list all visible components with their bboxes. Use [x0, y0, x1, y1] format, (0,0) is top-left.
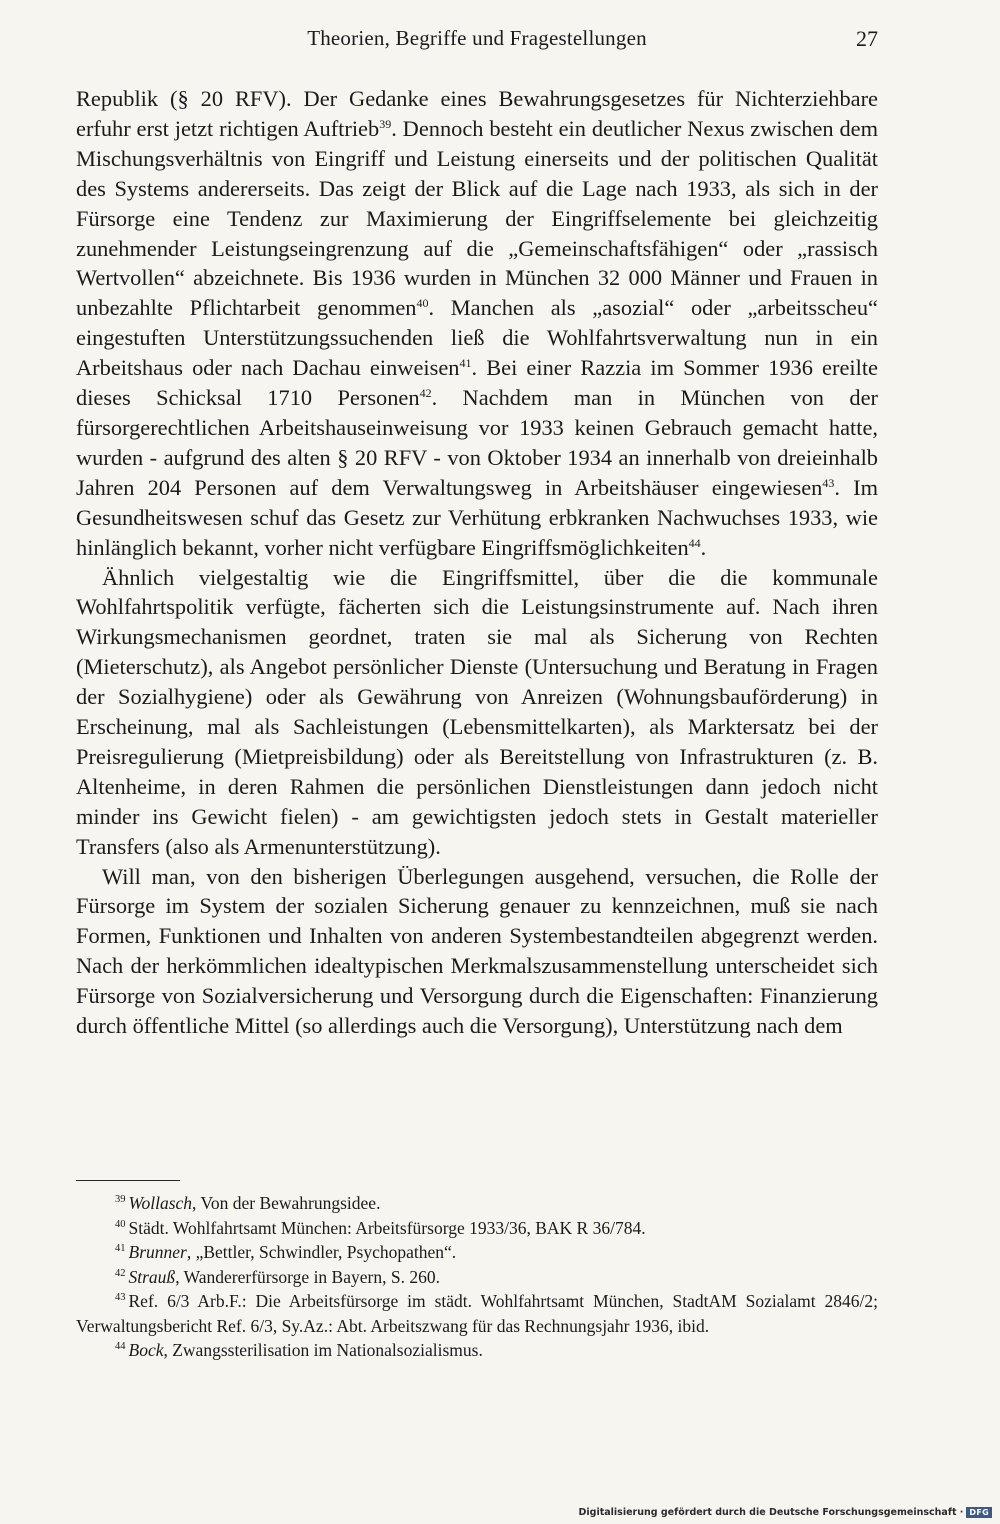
footnote-number: 39 — [115, 1194, 126, 1205]
text-run: Republik (§ 20 RFV). Der Gedanke eines Bewahrungsgesetzes für Nichterziehbare erfuhr erst jetzt richtigen Auftrieb — [76, 86, 878, 141]
footnote-40 — [76, 1216, 878, 1241]
footnote-number: 44 — [115, 1341, 126, 1352]
footnote-text: , Zwangssterilisation im Nationalsozialismus. — [163, 1340, 483, 1360]
footnote-text: , Wandererfürsorge in Bayern, S. 260. — [175, 1266, 440, 1287]
footnote-ref-39[interactable]: 39 — [379, 116, 392, 131]
dfg-logo: DFG — [966, 1507, 992, 1518]
footnote-number: 42 — [115, 1267, 126, 1279]
page-number: 27 — [856, 26, 878, 51]
footnote-author: Brunner — [128, 1242, 187, 1262]
footnote-author: Wollasch — [128, 1193, 193, 1213]
footnote-ref-42[interactable]: 42 — [419, 386, 432, 401]
text-run: . — [700, 534, 707, 560]
footnote-ref-41[interactable]: 41 — [459, 356, 472, 371]
footnote-divider — [76, 1180, 180, 1181]
text-run: . Dennoch besteht ein deutlicher Nexus zwischen dem Mischungsverhältnis von Eingriff und Leistung einerseits und der politischen Qualität des Systems andererseits. Das zeigt der Blick auf die Lage nach 1933, als sich in der Fürsorge eine Tendenz zur Maximierung der Eingriffselemente bei gleichzeitig zunehmender Leistungseingrenzung auf die „Gemeinschaftsfähigen“ oder „rassisch Wertvollen“ abzeichnete. Bis 1936 wurden in München 32 000 Männer und Frauen in unbezahlte Pflichtarbeit genommen — [76, 115, 878, 321]
text-run: . Bei einer Razzia im Sommer 1936 ereilte dieses Schicksal 1710 Personen — [76, 355, 878, 411]
footnotes — [76, 1191, 878, 1363]
digitization-credit — [579, 1507, 992, 1518]
footnote-42 — [76, 1265, 878, 1290]
credit-text: Digitalisierung gefördert durch die Deutsche Forschungsgemeinschaft · — [578, 1507, 964, 1518]
footnote-number: 43 — [115, 1292, 126, 1303]
footnote-number: 41 — [115, 1243, 126, 1254]
paragraph-2: Ähnlich vielgestaltig wie die Eingriffsmittel, über die die kommunale Wohlfahrtspolitik verfügte, fächerten sich die Leistungsinstrumente auf. Nach ihren Wirkungsmechanismen geordnet, traten sie mal als Sicherung von Rechten (Mieterschutz), als Angebot persönlicher Dienste (Untersuchung und Beratung in Fragen der Sozialhygiene) oder als Gewährung von Anreizen (Wohnungsbauförderung) in Erscheinung, mal als Sachleistungen (Lebensmittelkarten), als Marktersatz bei der Preisregulierung (Mietpreisbildung) oder als Bereitstellung von Infrastrukturen (z. B. Altenheime, in deren Rahmen die persönlichen Dienstleistungen dann jedoch nicht minder ins Gewicht fielen) - am gewichtigsten jedoch stets in Gestalt materieller Transfers (also als Armenunterstützung). — [76, 564, 878, 859]
footnote-author: Bock — [128, 1340, 164, 1360]
paragraph-3: Will man, von den bisherigen Überlegungen ausgehend, versuchen, die Rolle der Fürsorge im System der sozialen Sicherung genauer zu kennzeichnen, muß sie nach Formen, Funktionen und Inhalten von anderen Systembestandteilen abgegrenzt werden. Nach der herkömmlichen idealtypischen Merkmalszusammenstellung unterscheidet sich Fürsorge von Sozialversicherung und Versorgung durch die Eigenschaften: Finanzierung durch öffentliche Mittel (so allerdings auch die Versorgung), Unterstützung nach dem — [76, 863, 878, 1039]
footnote-43 — [76, 1289, 878, 1338]
footnote-author: Strauß — [128, 1266, 176, 1287]
footnote-ref-43[interactable]: 43 — [822, 475, 835, 490]
footnote-ref-40[interactable]: 40 — [416, 296, 429, 311]
paragraph-1 — [76, 84, 878, 563]
text-run: . Nachdem man in München von der fürsorgerechtlichen Arbeitshauseinweisung vor 1933 keinen Gebrauch gemacht hatte, wurden - aufgrund des alten § 20 RFV - von Oktober 1934 an innerhalb von dreieinhalb Jahren 204 Personen auf dem Verwaltungsweg in Arbeitshäuser eingewiesen — [76, 385, 878, 500]
footnote-41 — [76, 1240, 878, 1265]
footnote-text: Städt. Wohlfahrtsamt München: Arbeitsfürsorge 1933/36, BAK R 36/784. — [128, 1217, 646, 1238]
footnote-number: 40 — [115, 1218, 126, 1230]
running-title: Theorien, Begriffe und Fragestellungen — [307, 26, 647, 50]
footnote-text: , „Bettler, Schwindler, Psychopathen“. — [186, 1242, 457, 1262]
running-head — [76, 26, 878, 58]
body-text — [76, 84, 878, 1041]
footnote-ref-44[interactable]: 44 — [688, 535, 701, 550]
footnote-text: , Von der Bewahrungsidee. — [192, 1193, 381, 1213]
footnote-text: Ref. 6/3 Arb.F.: Die Arbeitsfürsorge im städt. Wohlfahrtsamt München, StadtAM Sozialamt 2846/2; Verwaltungsbericht Ref. 6/3, Sy.Az.: Abt. Arbeitszwang für das Rechnungsjahr 1936, ibid. — [76, 1291, 878, 1336]
text-run: . Manchen als „asozial“ oder „arbeitsscheu“ eingestuften Unterstützungssuchenden ließ die Wohlfahrtsverwaltung nun in ein Arbeitshaus oder nach Dachau einweisen — [76, 295, 878, 381]
footnote-39 — [76, 1191, 878, 1216]
footnote-44 — [76, 1338, 878, 1363]
text-run: . Im Gesundheitswesen schuf das Gesetz zur Verhütung erbkranken Nachwuchses 1933, wie hinlänglich bekannt, vorher nicht verfügbare Eingriffsmöglichkeiten — [76, 474, 878, 560]
